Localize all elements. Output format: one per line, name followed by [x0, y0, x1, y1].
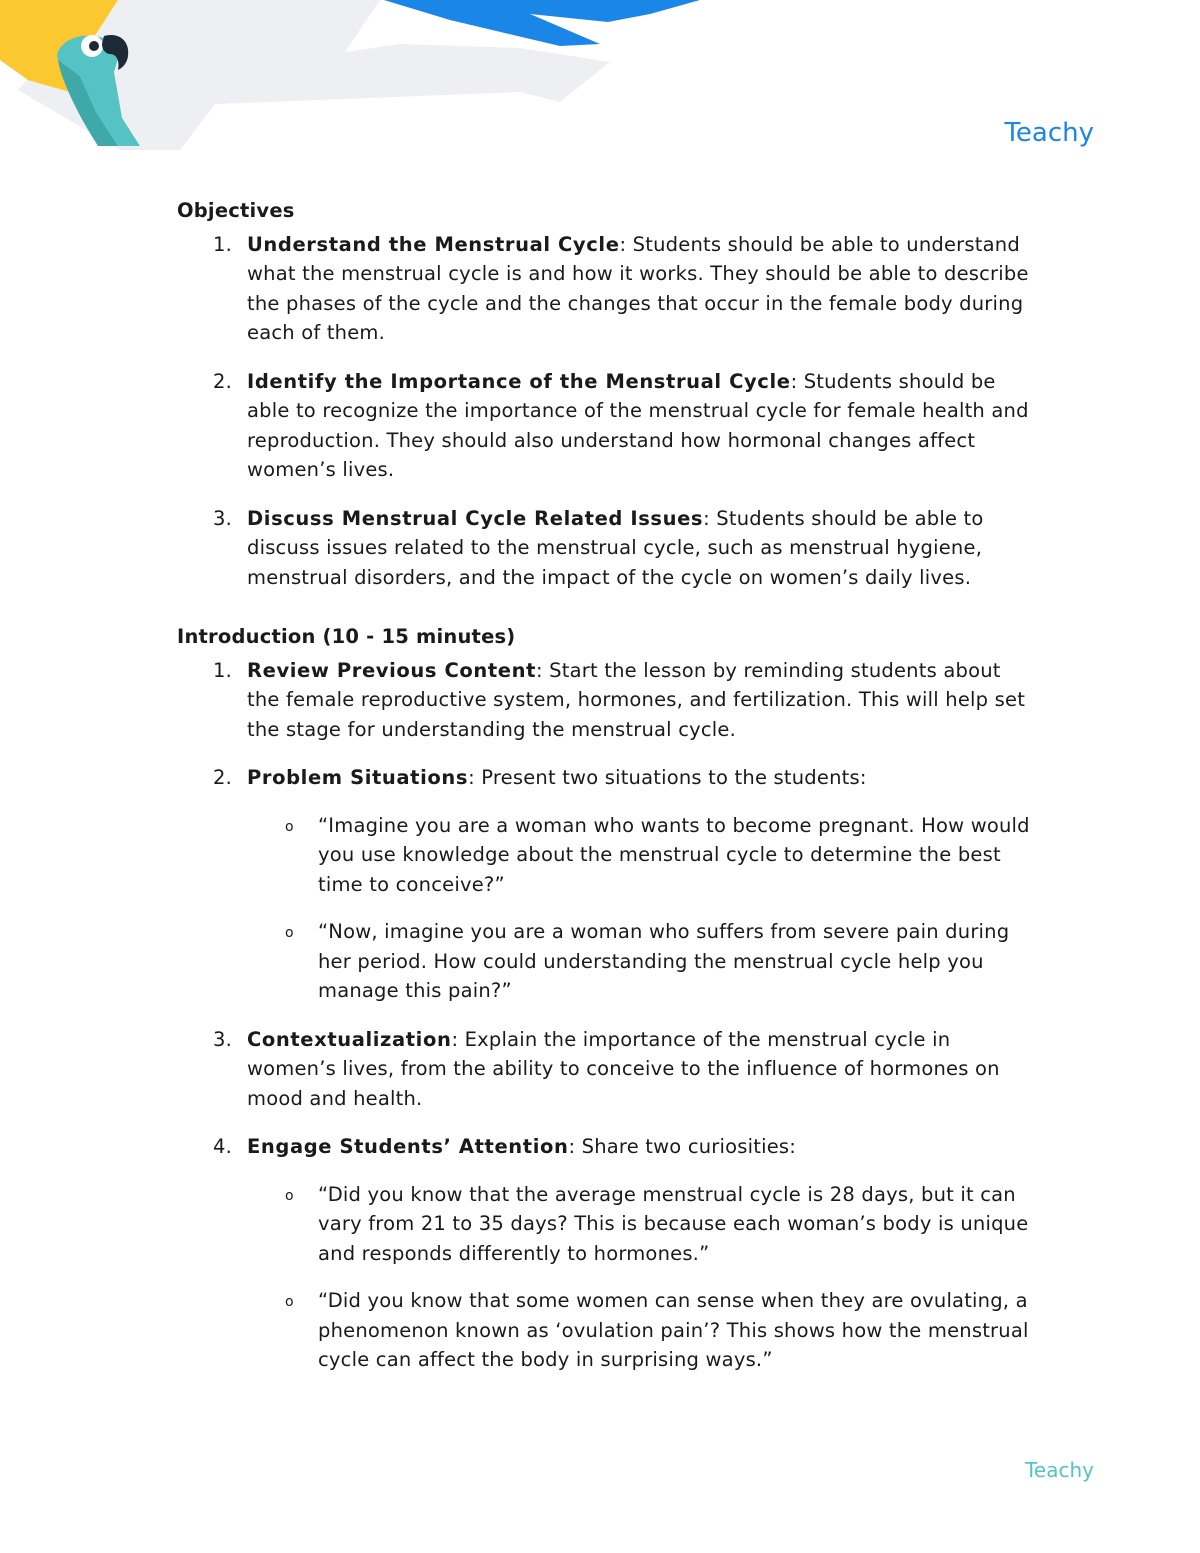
blue-shape [384, 0, 700, 46]
sub-list-item [247, 917, 1037, 1006]
sub-list [247, 811, 1037, 1006]
sub-item-text: “Did you know that the average menstrual cycle is 28 days, but it can vary from 21 to 35 days? This is because each woman’s body is unique and responds differently to hormones.” [318, 1182, 1029, 1265]
introduction-title: Introduction (10 - 15 minutes) [177, 625, 516, 648]
item-number: 2. [213, 766, 233, 789]
item-text: : Students should be able to discuss issues related to the menstrual cycle, such as menstrual hygiene, menstrual disorders, and the impact of the cycle on women’s daily lives. [247, 506, 984, 589]
bullet-icon: o [285, 1187, 294, 1204]
item-text: : Students should be able to understand what the menstrual cycle is and how it works. They should be able to describe the phases of the cycle and the changes that occur in the female body during each of them. [247, 232, 1029, 344]
sub-item-text: “Did you know that some women can sense when they are ovulating, a phenomenon known as ‘ovulation pain’? This shows how the menstrual cycle can affect the body in surprising ways.” [318, 1289, 1029, 1371]
header-decoration [0, 0, 760, 150]
list-item [177, 367, 1037, 485]
item-title: Review Previous Content [247, 658, 537, 682]
sub-list [247, 1180, 1037, 1375]
bullet-icon: o [285, 1294, 294, 1310]
objectives-title: Objectives [177, 199, 295, 222]
item-title: Identify the Importance of the Menstrual Cycle [247, 369, 791, 393]
item-number: 2. [213, 369, 233, 393]
item-text: : Start the lesson by reminding students about the female reproductive system, hormones, and fertilization. This will help set the stage for understanding the menstrual cycle. [247, 658, 1026, 741]
sub-list-item [247, 1286, 1037, 1375]
list-item [177, 763, 1037, 1006]
bullet-icon: o [285, 925, 294, 941]
brand-name-footer: Teachy [1025, 1458, 1094, 1482]
item-text: : Share two curiosities: [568, 1135, 797, 1158]
item-title: Contextualization [247, 1027, 452, 1051]
lesson-content [177, 196, 1037, 1375]
list-item [177, 1025, 1037, 1114]
item-title: Engage Students’ Attention [247, 1135, 569, 1158]
item-text: : Explain the importance of the menstrual cycle in women’s lives, from the ability to conceive to the influence of hormones on mood and health. [247, 1027, 1000, 1110]
item-title: Discuss Menstrual Cycle Related Issues [247, 506, 704, 530]
brand-name-top: Teachy [1004, 118, 1094, 148]
item-number: 3. [213, 506, 233, 530]
item-number: 3. [213, 1027, 233, 1051]
list-item [177, 504, 1037, 593]
item-title: Problem Situations [247, 766, 469, 789]
item-text: : Present two situations to the students: [468, 766, 867, 789]
introduction-list [177, 656, 1037, 1375]
item-number: 4. [213, 1135, 233, 1158]
item-number: 1. [213, 658, 233, 682]
sub-list-item [247, 1180, 1037, 1269]
item-number: 1. [213, 232, 233, 256]
item-text: : Students should be able to recognize the importance of the menstrual cycle for female health and reproduction. They should also understand how hormonal changes affect women’s lives. [247, 369, 1029, 481]
sub-item-text: “Imagine you are a woman who wants to become pregnant. How would you use knowledge about the menstrual cycle to determine the best time to conceive?” [318, 813, 1030, 896]
objectives-list [177, 230, 1037, 593]
list-item [177, 230, 1037, 348]
list-item [177, 1132, 1037, 1375]
sub-list-item [247, 811, 1037, 900]
list-item [177, 656, 1037, 745]
bullet-icon: o [285, 818, 294, 835]
item-title: Understand the Menstrual Cycle [247, 232, 620, 256]
sub-item-text: “Now, imagine you are a woman who suffers from severe pain during her period. How could understanding the menstrual cycle help you manage this pain?” [318, 920, 1010, 1002]
